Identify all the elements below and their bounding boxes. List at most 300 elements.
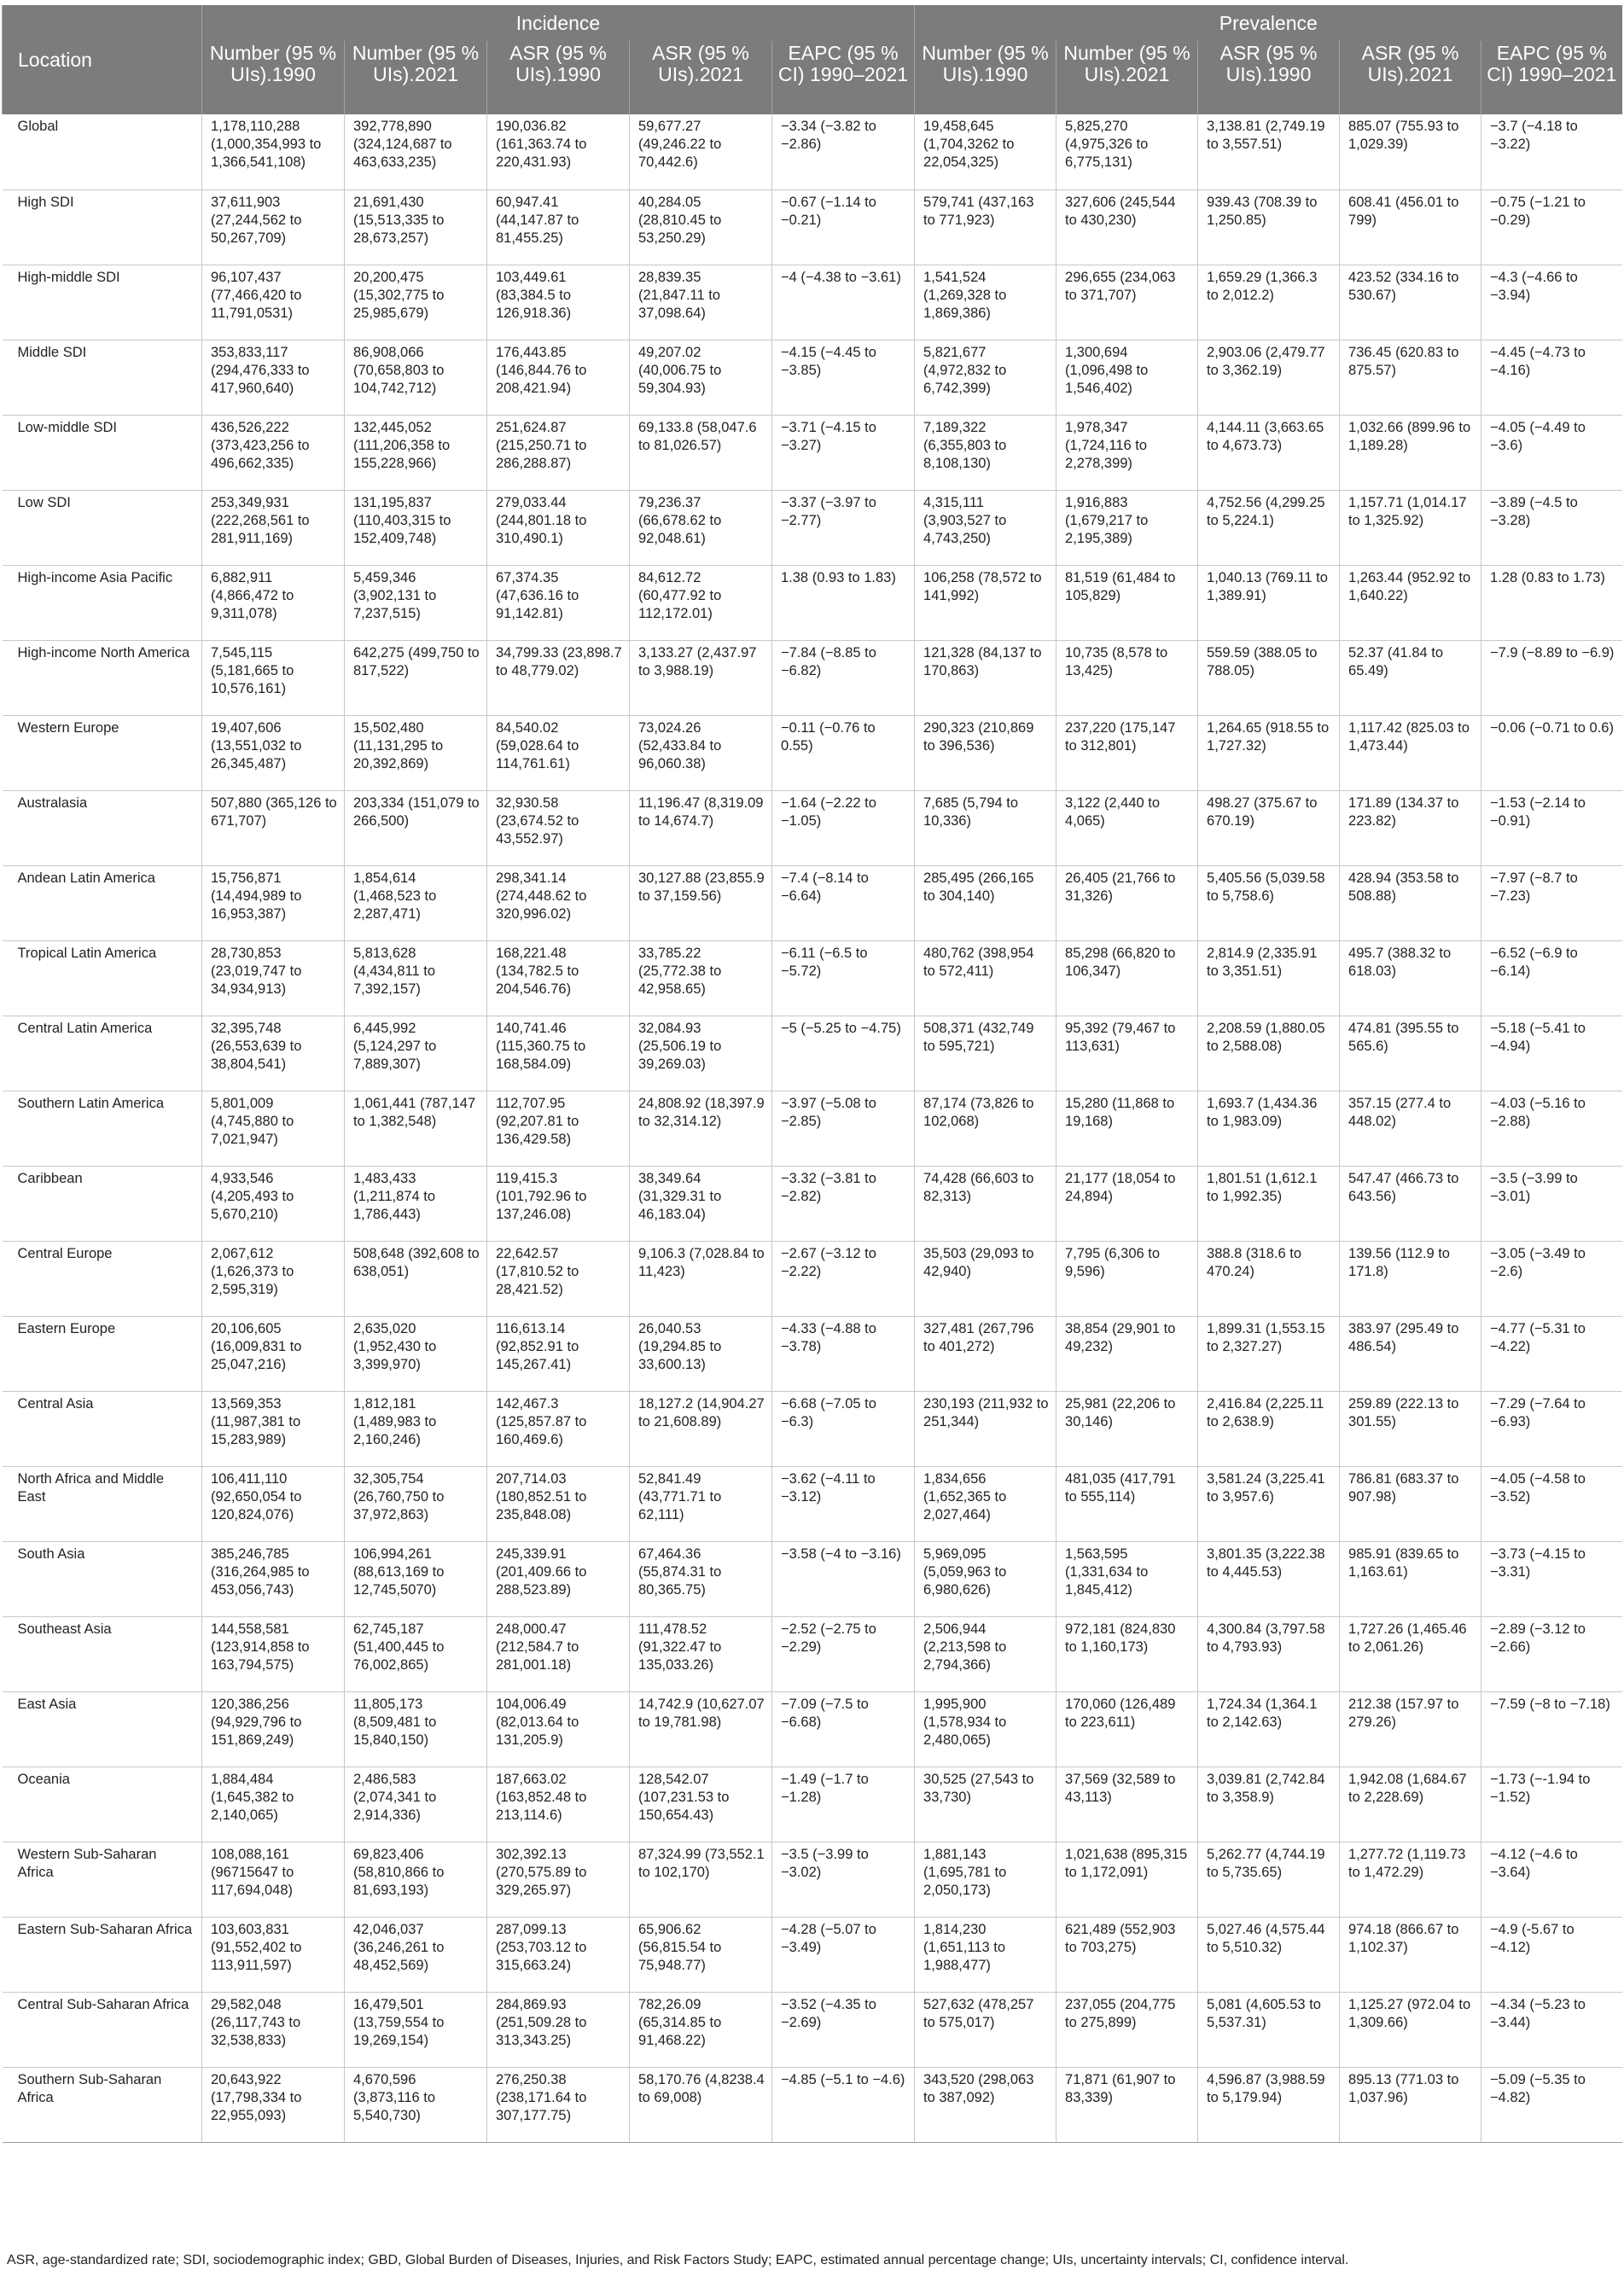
value-cell: 230,193 (211,932 to 251,344)	[915, 1391, 1056, 1466]
value-cell: −7.59 (−8 to −7.18)	[1481, 1691, 1622, 1767]
value-cell: 1,021,638 (895,315 to 1,172,091)	[1056, 1842, 1198, 1917]
value-cell: 5,801,009 (4,745,880 to 7,021,947)	[202, 1091, 345, 1166]
value-cell: −4.28 (−5.07 to −3.49)	[772, 1917, 915, 1992]
value-cell: 30,525 (27,543 to 33,730)	[915, 1767, 1056, 1842]
value-cell: 4,933,546 (4,205,493 to 5,670,210)	[202, 1166, 345, 1241]
value-cell: 5,969,095 (5,059,963 to 6,980,626)	[915, 1541, 1056, 1616]
value-cell: 480,762 (398,954 to 572,411)	[915, 940, 1056, 1016]
value-cell: 19,458,645 (1,704,3262 to 22,054,325)	[915, 114, 1056, 189]
value-cell: 95,392 (79,467 to 113,631)	[1056, 1016, 1198, 1091]
value-cell: −7.29 (−7.64 to −6.93)	[1481, 1391, 1622, 1466]
value-cell: 298,341.14 (274,448.62 to 320,996.02)	[487, 865, 630, 940]
value-cell: 1,812,181 (1,489,983 to 2,160,246)	[345, 1391, 487, 1466]
table-row	[3, 940, 1622, 1016]
location-cell: East Asia	[3, 1691, 202, 1767]
table-row	[3, 715, 1622, 790]
value-cell: 3,122 (2,440 to 4,065)	[1056, 790, 1198, 865]
value-cell: −4.05 (−4.49 to −3.6)	[1481, 415, 1622, 490]
value-cell: 481,035 (417,791 to 555,114)	[1056, 1466, 1198, 1541]
value-cell: 248,000.47 (212,584.7 to 281,001.18)	[487, 1616, 630, 1691]
value-cell: 74,428 (66,603 to 82,313)	[915, 1166, 1056, 1241]
value-cell: 1,814,230 (1,651,113 to 1,988,477)	[915, 1917, 1056, 1992]
value-cell: 621,489 (552,903 to 703,275)	[1056, 1917, 1198, 1992]
value-cell: 49,207.02 (40,006.75 to 59,304.93)	[630, 340, 772, 415]
value-cell: 6,882,911 (4,866,472 to 9,311,078)	[202, 565, 345, 640]
location-cell: Southeast Asia	[3, 1616, 202, 1691]
value-cell: 15,502,480 (11,131,295 to 20,392,869)	[345, 715, 487, 790]
value-cell: 2,903.06 (2,479.77 to 3,362.19)	[1198, 340, 1340, 415]
value-cell: 52.37 (41.84 to 65.49)	[1340, 640, 1481, 715]
table-row	[3, 114, 1622, 189]
value-cell: 4,144.11 (3,663.65 to 4,673.73)	[1198, 415, 1340, 490]
location-cell: Tropical Latin America	[3, 940, 202, 1016]
value-cell: 3,133.27 (2,437.97 to 3,988.19)	[630, 640, 772, 715]
value-cell: 357.15 (277.4 to 448.02)	[1340, 1091, 1481, 1166]
value-cell: −7.9 (−8.89 to −6.9)	[1481, 640, 1622, 715]
value-cell: 42,046,037 (36,246,261 to 48,452,569)	[345, 1917, 487, 1992]
value-cell: 392,778,890 (324,124,687 to 463,633,235)	[345, 114, 487, 189]
value-cell: 6,445,992 (5,124,297 to 7,889,307)	[345, 1016, 487, 1091]
value-cell: 120,386,256 (94,929,796 to 151,869,249)	[202, 1691, 345, 1767]
value-cell: 508,648 (392,608 to 638,051)	[345, 1241, 487, 1316]
value-cell: −7.4 (−8.14 to −6.64)	[772, 865, 915, 940]
value-cell: −2.89 (−3.12 to −2.66)	[1481, 1616, 1622, 1691]
location-cell: High-income North America	[3, 640, 202, 715]
value-cell: −0.75 (−1.21 to −0.29)	[1481, 189, 1622, 265]
value-cell: 18,127.2 (14,904.27 to 21,608.89)	[630, 1391, 772, 1466]
value-cell: 1,693.7 (1,434.36 to 1,983.09)	[1198, 1091, 1340, 1166]
value-cell: −6.52 (−6.9 to −6.14)	[1481, 940, 1622, 1016]
value-cell: 1,916,883 (1,679,217 to 2,195,389)	[1056, 490, 1198, 565]
value-cell: 30,127.88 (23,855.9 to 37,159.56)	[630, 865, 772, 940]
value-cell: −4.9 (-5.67 to −4.12)	[1481, 1917, 1622, 1992]
table-row	[3, 1466, 1622, 1541]
value-cell: −4.3 (−4.66 to −3.94)	[1481, 265, 1622, 340]
value-cell: 38,854 (29,901 to 49,232)	[1056, 1316, 1198, 1391]
value-cell: −2.67 (−3.12 to −2.22)	[772, 1241, 915, 1316]
value-cell: 144,558,581 (123,914,858 to 163,794,575)	[202, 1616, 345, 1691]
value-cell: 1,125.27 (972.04 to 1,309.66)	[1340, 1992, 1481, 2067]
value-cell: 212.38 (157.97 to 279.26)	[1340, 1691, 1481, 1767]
value-cell: 786.81 (683.37 to 907.98)	[1340, 1466, 1481, 1541]
value-cell: 1,483,433 (1,211,874 to 1,786,443)	[345, 1166, 487, 1241]
column-header: Number (95 % UIs).1990	[915, 41, 1056, 114]
value-cell: 5,081 (4,605.53 to 5,537.31)	[1198, 1992, 1340, 2067]
value-cell: 302,392.13 (270,575.89 to 329,265.97)	[487, 1842, 630, 1917]
value-cell: −0.67 (−1.14 to −0.21)	[772, 189, 915, 265]
value-cell: 28,730,853 (23,019,747 to 34,934,913)	[202, 940, 345, 1016]
value-cell: 96,107,437 (77,466,420 to 11,791,0531)	[202, 265, 345, 340]
value-cell: −3.58 (−4 to −3.16)	[772, 1541, 915, 1616]
value-cell: 170,060 (126,489 to 223,611)	[1056, 1691, 1198, 1767]
value-cell: 343,520 (298,063 to 387,092)	[915, 2067, 1056, 2142]
value-cell: 276,250.38 (238,171.64 to 307,177.75)	[487, 2067, 630, 2142]
value-cell: 974.18 (866.67 to 1,102.37)	[1340, 1917, 1481, 1992]
value-cell: 327,481 (267,796 to 401,272)	[915, 1316, 1056, 1391]
value-cell: 2,067,612 (1,626,373 to 2,595,319)	[202, 1241, 345, 1316]
value-cell: 116,613.14 (92,852.91 to 145,267.41)	[487, 1316, 630, 1391]
table-row	[3, 565, 1622, 640]
column-header: ASR (95 % UIs).2021	[1340, 41, 1481, 114]
table-row	[3, 189, 1622, 265]
value-cell: −4.05 (−4.58 to −3.52)	[1481, 1466, 1622, 1541]
table-row	[3, 1992, 1622, 2067]
location-cell: Low SDI	[3, 490, 202, 565]
value-cell: 1,541,524 (1,269,328 to 1,869,386)	[915, 265, 1056, 340]
value-cell: 119,415.3 (101,792.96 to 137,246.08)	[487, 1166, 630, 1241]
value-cell: 436,526,222 (373,423,256 to 496,662,335)	[202, 415, 345, 490]
value-cell: 29,582,048 (26,117,743 to 32,538,833)	[202, 1992, 345, 2067]
table-row	[3, 1391, 1622, 1466]
value-cell: −1.73 (−-1.94 to −1.52)	[1481, 1767, 1622, 1842]
value-cell: −1.49 (−1.7 to −1.28)	[772, 1767, 915, 1842]
location-cell: Eastern Sub-Saharan Africa	[3, 1917, 202, 1992]
value-cell: −3.05 (−3.49 to −2.6)	[1481, 1241, 1622, 1316]
value-cell: 73,024.26 (52,433.84 to 96,060.38)	[630, 715, 772, 790]
value-cell: 81,519 (61,484 to 105,829)	[1056, 565, 1198, 640]
value-cell: 1,834,656 (1,652,365 to 2,027,464)	[915, 1466, 1056, 1541]
value-cell: 253,349,931 (222,268,561 to 281,911,169)	[202, 490, 345, 565]
value-cell: −4 (−4.38 to −3.61)	[772, 265, 915, 340]
value-cell: 5,262.77 (4,744.19 to 5,735.65)	[1198, 1842, 1340, 1917]
value-cell: 9,106.3 (7,028.84 to 11,423)	[630, 1241, 772, 1316]
value-cell: 895.13 (771.03 to 1,037.96)	[1340, 2067, 1481, 2142]
value-cell: 171.89 (134.37 to 223.82)	[1340, 790, 1481, 865]
location-cell: Central Latin America	[3, 1016, 202, 1091]
location-cell: Central Asia	[3, 1391, 202, 1466]
value-cell: 1,899.31 (1,553.15 to 2,327.27)	[1198, 1316, 1340, 1391]
value-cell: −4.03 (−5.16 to −2.88)	[1481, 1091, 1622, 1166]
incidence-prevalence-table	[2, 5, 1622, 2143]
value-cell: 40,284.05 (28,810.45 to 53,250.29)	[630, 189, 772, 265]
value-cell: 1,178,110,288 (1,000,354,993 to 1,366,541,108)	[202, 114, 345, 189]
value-cell: 35,503 (29,093 to 42,940)	[915, 1241, 1056, 1316]
value-cell: 20,643,922 (17,798,334 to 22,955,093)	[202, 2067, 345, 2142]
value-cell: 69,823,406 (58,810,866 to 81,693,193)	[345, 1842, 487, 1917]
value-cell: −5 (−5.25 to −4.75)	[772, 1016, 915, 1091]
table-row	[3, 1691, 1622, 1767]
value-cell: 495.7 (388.32 to 618.03)	[1340, 940, 1481, 1016]
value-cell: 4,596.87 (3,988.59 to 5,179.94)	[1198, 2067, 1340, 2142]
value-cell: −1.64 (−2.22 to −1.05)	[772, 790, 915, 865]
location-cell: Southern Sub-Saharan Africa	[3, 2067, 202, 2142]
value-cell: −7.97 (−8.7 to −7.23)	[1481, 865, 1622, 940]
column-header: ASR (95 % UIs).2021	[630, 41, 772, 114]
column-header: EAPC (95 % CI) 1990–2021	[1481, 41, 1622, 114]
value-cell: 2,506,944 (2,213,598 to 2,794,366)	[915, 1616, 1056, 1691]
value-cell: 65,906.62 (56,815.54 to 75,948.77)	[630, 1917, 772, 1992]
value-cell: 176,443.85 (146,844.76 to 208,421.94)	[487, 340, 630, 415]
location-cell: Australasia	[3, 790, 202, 865]
value-cell: 69,133.8 (58,047.6 to 81,026.57)	[630, 415, 772, 490]
value-cell: 527,632 (478,257 to 575,017)	[915, 1992, 1056, 2067]
table-row	[3, 1091, 1622, 1166]
column-header: ASR (95 % UIs).1990	[1198, 41, 1340, 114]
value-cell: 106,411,110 (92,650,054 to 120,824,076)	[202, 1466, 345, 1541]
value-cell: 132,445,052 (111,206,358 to 155,228,966)	[345, 415, 487, 490]
value-cell: 1,061,441 (787,147 to 1,382,548)	[345, 1091, 487, 1166]
column-header: ASR (95 % UIs).1990	[487, 41, 630, 114]
value-cell: 22,642.57 (17,810.52 to 28,421.52)	[487, 1241, 630, 1316]
subheader-row	[3, 41, 1622, 114]
value-cell: −4.45 (−4.73 to −4.16)	[1481, 340, 1622, 415]
value-cell: 1,263.44 (952.92 to 1,640.22)	[1340, 565, 1481, 640]
value-cell: 131,195,837 (110,403,315 to 152,409,748)	[345, 490, 487, 565]
value-cell: 106,994,261 (88,613,169 to 12,745,5070)	[345, 1541, 487, 1616]
table-row	[3, 1842, 1622, 1917]
location-cell: High-income Asia Pacific	[3, 565, 202, 640]
value-cell: 24,808.92 (18,397.9 to 32,314.12)	[630, 1091, 772, 1166]
value-cell: 7,685 (5,794 to 10,336)	[915, 790, 1056, 865]
value-cell: −6.68 (−7.05 to −6.3)	[772, 1391, 915, 1466]
value-cell: 121,328 (84,137 to 170,863)	[915, 640, 1056, 715]
value-cell: 103,603,831 (91,552,402 to 113,911,597)	[202, 1917, 345, 1992]
location-cell: High-middle SDI	[3, 265, 202, 340]
value-cell: 1,801.51 (1,612.1 to 1,992.35)	[1198, 1166, 1340, 1241]
value-cell: 5,825,270 (4,975,326 to 6,775,131)	[1056, 114, 1198, 189]
value-cell: 34,799.33 (23,898.7 to 48,779.02)	[487, 640, 630, 715]
value-cell: 203,334 (151,079 to 266,500)	[345, 790, 487, 865]
location-cell: High SDI	[3, 189, 202, 265]
value-cell: −6.11 (−6.5 to −5.72)	[772, 940, 915, 1016]
value-cell: 67,374.35 (47,636.16 to 91,142.81)	[487, 565, 630, 640]
value-cell: 5,459,346 (3,902,131 to 7,237,515)	[345, 565, 487, 640]
value-cell: −7.84 (−8.85 to −6.82)	[772, 640, 915, 715]
value-cell: 59,677.27 (49,246.22 to 70,442.6)	[630, 114, 772, 189]
value-cell: 1,563,595 (1,331,634 to 1,845,412)	[1056, 1541, 1198, 1616]
table-footnote: ASR, age-standardized rate; SDI, sociodemographic index; GBD, Global Burden of Diseases, Injuries, and Risk Factors Study; EAPC, estimated annual percentage change; UIs, uncertainty intervals; CI, confidence interval.	[7, 2253, 1349, 2267]
value-cell: 1,942.08 (1,684.67 to 2,228.69)	[1340, 1767, 1481, 1842]
value-cell: 32,395,748 (26,553,639 to 38,804,541)	[202, 1016, 345, 1091]
value-cell: 4,752.56 (4,299.25 to 5,224.1)	[1198, 490, 1340, 565]
value-cell: −3.89 (−4.5 to −3.28)	[1481, 490, 1622, 565]
value-cell: −0.06 (−0.71 to 0.6)	[1481, 715, 1622, 790]
value-cell: −1.53 (−2.14 to −0.91)	[1481, 790, 1622, 865]
column-header: Number (95 % UIs).2021	[1056, 41, 1198, 114]
table-body	[3, 114, 1622, 2142]
value-cell: 736.45 (620.83 to 875.57)	[1340, 340, 1481, 415]
value-cell: 87,174 (73,826 to 102,068)	[915, 1091, 1056, 1166]
value-cell: 37,569 (32,589 to 43,113)	[1056, 1767, 1198, 1842]
value-cell: 1,117.42 (825.03 to 1,473.44)	[1340, 715, 1481, 790]
value-cell: 5,813,628 (4,434,811 to 7,392,157)	[345, 940, 487, 1016]
value-cell: 11,196.47 (8,319.09 to 14,674.7)	[630, 790, 772, 865]
value-cell: 28,839.35 (21,847.11 to 37,098.64)	[630, 265, 772, 340]
value-cell: 106,258 (78,572 to 141,992)	[915, 565, 1056, 640]
location-cell: Central Europe	[3, 1241, 202, 1316]
value-cell: 38,349.64 (31,329.31 to 46,183.04)	[630, 1166, 772, 1241]
value-cell: 1,978,347 (1,724,116 to 2,278,399)	[1056, 415, 1198, 490]
value-cell: 284,869.93 (251,509.28 to 313,343.25)	[487, 1992, 630, 2067]
value-cell: 1,659.29 (1,366.3 to 2,012.2)	[1198, 265, 1340, 340]
value-cell: 1,995,900 (1,578,934 to 2,480,065)	[915, 1691, 1056, 1767]
table-row	[3, 865, 1622, 940]
value-cell: −4.33 (−4.88 to −3.78)	[772, 1316, 915, 1391]
value-cell: 508,371 (432,749 to 595,721)	[915, 1016, 1056, 1091]
value-cell: 251,624.87 (215,250.71 to 286,288.87)	[487, 415, 630, 490]
location-cell: Western Sub-Saharan Africa	[3, 1842, 202, 1917]
value-cell: 237,055 (204,775 to 275,899)	[1056, 1992, 1198, 2067]
location-cell: Low-middle SDI	[3, 415, 202, 490]
value-cell: 285,495 (266,165 to 304,140)	[915, 865, 1056, 940]
value-cell: 1,032.66 (899.96 to 1,189.28)	[1340, 415, 1481, 490]
location-cell: Andean Latin America	[3, 865, 202, 940]
value-cell: 14,742.9 (10,627.07 to 19,781.98)	[630, 1691, 772, 1767]
prevalence-group-header: Prevalence	[915, 5, 1622, 41]
value-cell: 7,795 (6,306 to 9,596)	[1056, 1241, 1198, 1316]
value-cell: 498.27 (375.67 to 670.19)	[1198, 790, 1340, 865]
value-cell: −3.32 (−3.81 to −2.82)	[772, 1166, 915, 1241]
value-cell: −4.85 (−5.1 to −4.6)	[772, 2067, 915, 2142]
location-cell: Oceania	[3, 1767, 202, 1842]
value-cell: 15,280 (11,868 to 19,168)	[1056, 1091, 1198, 1166]
value-cell: 187,663.02 (163,852.48 to 213,114.6)	[487, 1767, 630, 1842]
value-cell: 1.28 (0.83 to 1.73)	[1481, 565, 1622, 640]
value-cell: −2.52 (−2.75 to −2.29)	[772, 1616, 915, 1691]
value-cell: 86,908,066 (70,658,803 to 104,742,712)	[345, 340, 487, 415]
value-cell: 32,305,754 (26,760,750 to 37,972,863)	[345, 1466, 487, 1541]
value-cell: 21,177 (18,054 to 24,894)	[1056, 1166, 1198, 1241]
value-cell: 423.52 (334.16 to 530.67)	[1340, 265, 1481, 340]
column-header: Number (95 % UIs).2021	[345, 41, 487, 114]
value-cell: 15,756,871 (14,494,989 to 16,953,387)	[202, 865, 345, 940]
value-cell: 52,841.49 (43,771.71 to 62,111)	[630, 1466, 772, 1541]
value-cell: 4,315,111 (3,903,527 to 4,743,250)	[915, 490, 1056, 565]
value-cell: 62,745,187 (51,400,445 to 76,002,865)	[345, 1616, 487, 1691]
value-cell: 579,741 (437,163 to 771,923)	[915, 189, 1056, 265]
value-cell: 4,300.84 (3,797.58 to 4,793.93)	[1198, 1616, 1340, 1691]
value-cell: 87,324.99 (73,552.1 to 102,170)	[630, 1842, 772, 1917]
value-cell: 3,039.81 (2,742.84 to 3,358.9)	[1198, 1767, 1340, 1842]
location-cell: Western Europe	[3, 715, 202, 790]
value-cell: 3,138.81 (2,749.19 to 3,557.51)	[1198, 114, 1340, 189]
value-cell: 11,805,173 (8,509,481 to 15,840,150)	[345, 1691, 487, 1767]
incidence-group-header: Incidence	[202, 5, 915, 41]
value-cell: 259.89 (222.13 to 301.55)	[1340, 1391, 1481, 1466]
value-cell: 142,467.3 (125,857.87 to 160,469.6)	[487, 1391, 630, 1466]
value-cell: 20,106,605 (16,009,831 to 25,047,216)	[202, 1316, 345, 1391]
value-cell: 296,655 (234,063 to 371,707)	[1056, 265, 1198, 340]
value-cell: 383.97 (295.49 to 486.54)	[1340, 1316, 1481, 1391]
value-cell: 2,416.84 (2,225.11 to 2,638.9)	[1198, 1391, 1340, 1466]
value-cell: 103,449.61 (83,384.5 to 126,918.36)	[487, 265, 630, 340]
value-cell: 7,189,322 (6,355,803 to 8,108,130)	[915, 415, 1056, 490]
value-cell: 972,181 (824,830 to 1,160,173)	[1056, 1616, 1198, 1691]
value-cell: 26,040.53 (19,294.85 to 33,600.13)	[630, 1316, 772, 1391]
value-cell: 985.91 (839.65 to 1,163.61)	[1340, 1541, 1481, 1616]
location-cell: Global	[3, 114, 202, 189]
value-cell: 190,036.82 (161,363.74 to 220,431.93)	[487, 114, 630, 189]
value-cell: 428.94 (353.58 to 508.88)	[1340, 865, 1481, 940]
table-row	[3, 415, 1622, 490]
value-cell: 79,236.37 (66,678.62 to 92,048.61)	[630, 490, 772, 565]
value-cell: −0.11 (−0.76 to 0.55)	[772, 715, 915, 790]
value-cell: 32,930.58 (23,674.52 to 43,552.97)	[487, 790, 630, 865]
value-cell: 1,300,694 (1,096,498 to 1,546,402)	[1056, 340, 1198, 415]
value-cell: −3.52 (−4.35 to −2.69)	[772, 1992, 915, 2067]
value-cell: −3.71 (−4.15 to −3.27)	[772, 415, 915, 490]
value-cell: −3.62 (−4.11 to −3.12)	[772, 1466, 915, 1541]
value-cell: 104,006.49 (82,013.64 to 131,205.9)	[487, 1691, 630, 1767]
value-cell: 474.81 (395.55 to 565.6)	[1340, 1016, 1481, 1091]
value-cell: −3.5 (−3.99 to −3.01)	[1481, 1166, 1622, 1241]
value-cell: 385,246,785 (316,264,985 to 453,056,743)	[202, 1541, 345, 1616]
table-row	[3, 265, 1622, 340]
value-cell: 245,339.91 (201,409.66 to 288,523.89)	[487, 1541, 630, 1616]
location-cell: South Asia	[3, 1541, 202, 1616]
location-cell: North Africa and Middle East	[3, 1466, 202, 1541]
value-cell: 3,801.35 (3,222.38 to 4,445.53)	[1198, 1541, 1340, 1616]
value-cell: 782,26.09 (65,314.85 to 91,468.22)	[630, 1992, 772, 2067]
value-cell: 547.47 (466.73 to 643.56)	[1340, 1166, 1481, 1241]
value-cell: −4.12 (−4.6 to −3.64)	[1481, 1842, 1622, 1917]
value-cell: −5.18 (−5.41 to −4.94)	[1481, 1016, 1622, 1091]
value-cell: 21,691,430 (15,513,335 to 28,673,257)	[345, 189, 487, 265]
value-cell: −4.77 (−5.31 to −4.22)	[1481, 1316, 1622, 1391]
value-cell: 13,569,353 (11,987,381 to 15,283,989)	[202, 1391, 345, 1466]
value-cell: 67,464.36 (55,874.31 to 80,365.75)	[630, 1541, 772, 1616]
value-cell: 2,814.9 (2,335.91 to 3,351.51)	[1198, 940, 1340, 1016]
value-cell: 1,157.71 (1,014.17 to 1,325.92)	[1340, 490, 1481, 565]
value-cell: 642,275 (499,750 to 817,522)	[345, 640, 487, 715]
location-cell: Caribbean	[3, 1166, 202, 1241]
table-row	[3, 790, 1622, 865]
value-cell: 290,323 (210,869 to 396,536)	[915, 715, 1056, 790]
table-row	[3, 1917, 1622, 1992]
value-cell: 608.41 (456.01 to 799)	[1340, 189, 1481, 265]
value-cell: 2,208.59 (1,880.05 to 2,588.08)	[1198, 1016, 1340, 1091]
value-cell: 237,220 (175,147 to 312,801)	[1056, 715, 1198, 790]
value-cell: 5,821,677 (4,972,832 to 6,742,399)	[915, 340, 1056, 415]
value-cell: 128,542.07 (107,231.53 to 150,654.43)	[630, 1767, 772, 1842]
table-row	[3, 1241, 1622, 1316]
value-cell: 25,981 (22,206 to 30,146)	[1056, 1391, 1198, 1466]
value-cell: 168,221.48 (134,782.5 to 204,546.76)	[487, 940, 630, 1016]
value-cell: −5.09 (−5.35 to −4.82)	[1481, 2067, 1622, 2142]
value-cell: 139.56 (112.9 to 171.8)	[1340, 1241, 1481, 1316]
column-header: EAPC (95 % CI) 1990–2021	[772, 41, 915, 114]
value-cell: 1,724.34 (1,364.1 to 2,142.63)	[1198, 1691, 1340, 1767]
value-cell: 111,478.52 (91,322.47 to 135,033.26)	[630, 1616, 772, 1691]
value-cell: 4,670,596 (3,873,116 to 5,540,730)	[345, 2067, 487, 2142]
value-cell: 26,405 (21,766 to 31,326)	[1056, 865, 1198, 940]
value-cell: 58,170.76 (4,8238.4 to 69,008)	[630, 2067, 772, 2142]
value-cell: 1,727.26 (1,465.46 to 2,061.26)	[1340, 1616, 1481, 1691]
table-row	[3, 1541, 1622, 1616]
value-cell: 37,611,903 (27,244,562 to 50,267,709)	[202, 189, 345, 265]
value-cell: 885.07 (755.93 to 1,029.39)	[1340, 114, 1481, 189]
value-cell: 10,735 (8,578 to 13,425)	[1056, 640, 1198, 715]
value-cell: 112,707.95 (92,207.81 to 136,429.58)	[487, 1091, 630, 1166]
table-row	[3, 1316, 1622, 1391]
value-cell: 353,833,117 (294,476,333 to 417,960,640)	[202, 340, 345, 415]
value-cell: 85,298 (66,820 to 106,347)	[1056, 940, 1198, 1016]
value-cell: 2,635,020 (1,952,430 to 3,399,970)	[345, 1316, 487, 1391]
value-cell: 7,545,115 (5,181,665 to 10,576,161)	[202, 640, 345, 715]
value-cell: 1,854,614 (1,468,523 to 2,287,471)	[345, 865, 487, 940]
value-cell: 5,027.46 (4,575.44 to 5,510.32)	[1198, 1917, 1340, 1992]
value-cell: −3.37 (−3.97 to −2.77)	[772, 490, 915, 565]
value-cell: 16,479,501 (13,759,554 to 19,269,154)	[345, 1992, 487, 2067]
value-cell: 84,612.72 (60,477.92 to 112,172.01)	[630, 565, 772, 640]
table-row	[3, 1016, 1622, 1091]
value-cell: 1,264.65 (918.55 to 1,727.32)	[1198, 715, 1340, 790]
table-row	[3, 1166, 1622, 1241]
table-row	[3, 640, 1622, 715]
value-cell: 388.8 (318.6 to 470.24)	[1198, 1241, 1340, 1316]
value-cell: −3.73 (−4.15 to −3.31)	[1481, 1541, 1622, 1616]
value-cell: −4.15 (−4.45 to −3.85)	[772, 340, 915, 415]
